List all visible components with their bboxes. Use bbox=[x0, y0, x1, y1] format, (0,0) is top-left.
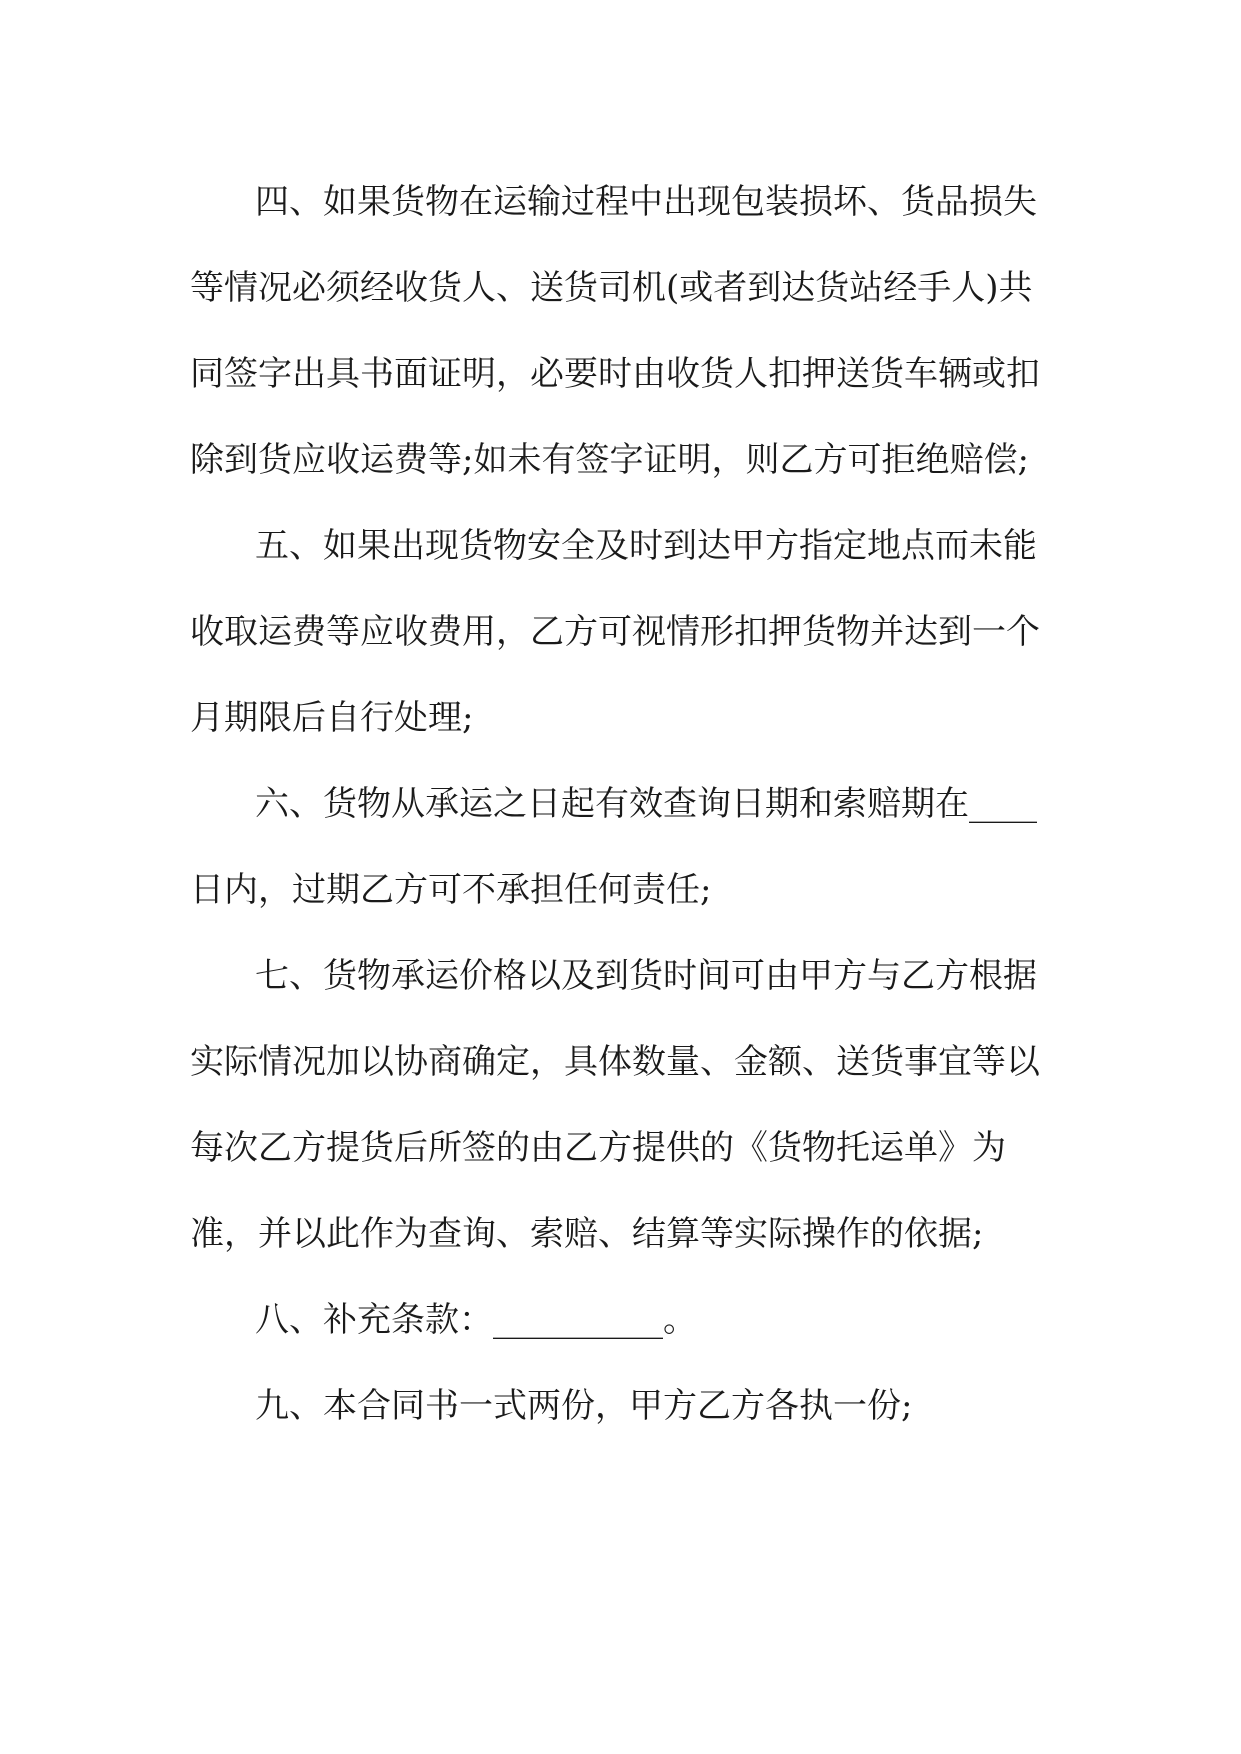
clause-6-line-1: 六、货物从承运之日起有效查询日期和索赔期在____ bbox=[255, 784, 1037, 824]
clause-7-line-3: 每次乙方提货后所签的由乙方提供的《货物托运单》为 bbox=[190, 1128, 1006, 1168]
clause-8-line-1: 八、补充条款：__________。 bbox=[255, 1300, 697, 1340]
clause-7-line-4: 准，并以此作为查询、索赔、结算等实际操作的依据; bbox=[190, 1214, 984, 1254]
clause-7-line-2: 实际情况加以协商确定，具体数量、金额、送货事宜等以 bbox=[190, 1042, 1040, 1082]
clause-7-line-1: 七、货物承运价格以及到货时间可由甲方与乙方根据 bbox=[255, 956, 1037, 996]
clause-4-line-1: 四、如果货物在运输过程中出现包装损坏、货品损失 bbox=[255, 182, 1037, 222]
clause-4-line-2: 等情况必须经收货人、送货司机(或者到达货站经手人)共 bbox=[190, 268, 1033, 308]
clause-5-line-3: 月期限后自行处理; bbox=[190, 698, 474, 738]
clause-5-line-1: 五、如果出现货物安全及时到达甲方指定地点而未能 bbox=[255, 526, 1037, 566]
clause-6-line-2: 日内，过期乙方可不承担任何责任; bbox=[190, 870, 712, 910]
clause-5-line-2: 收取运费等应收费用，乙方可视情形扣押货物并达到一个 bbox=[190, 612, 1040, 652]
clause-4-line-4: 除到货应收运费等;如未有签字证明，则乙方可拒绝赔偿; bbox=[190, 440, 1029, 480]
clause-9-line-1: 九、本合同书一式两份，甲方乙方各执一份; bbox=[255, 1386, 913, 1426]
clause-4-line-3: 同签字出具书面证明，必要时由收货人扣押送货车辆或扣 bbox=[190, 354, 1040, 394]
